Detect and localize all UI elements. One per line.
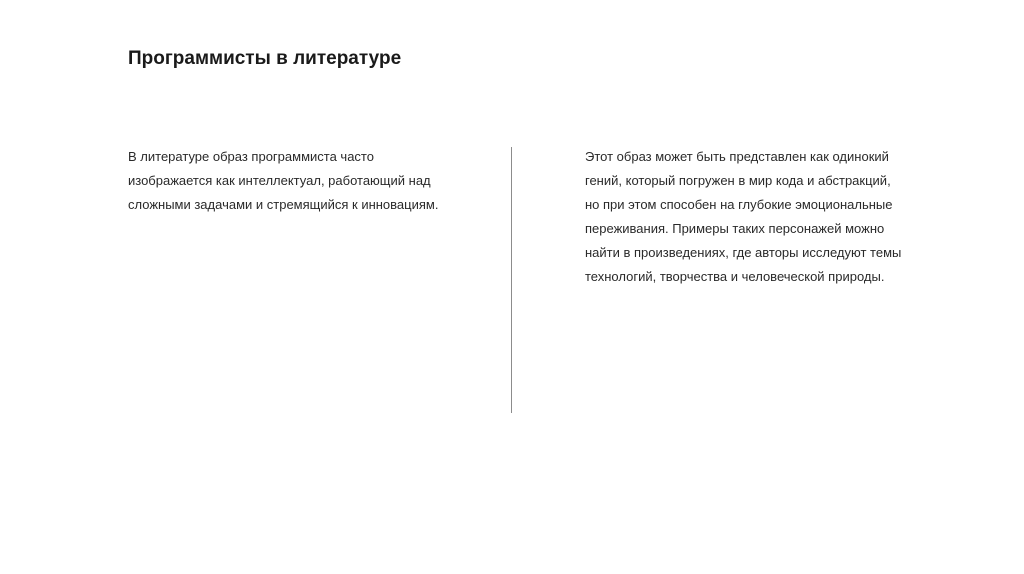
text-line: технологий, творчества и человеческой природы. — [585, 269, 885, 284]
text-line: найти в произведениях, где авторы исследуют темы — [585, 245, 902, 260]
text-line: сложными задачами и стремящийся к инновациям. — [128, 197, 439, 212]
text-line: изображается как интеллектуал, работающий над — [128, 173, 431, 188]
right-column-text — [585, 145, 945, 289]
text-line: В литературе образ программиста часто — [128, 149, 374, 164]
column-divider — [511, 147, 512, 413]
text-line: гений, который погружен в мир кода и абстракций, — [585, 173, 891, 188]
text-line: но при этом способен на глубокие эмоциональные — [585, 197, 893, 212]
text-line: Этот образ может быть представлен как одинокий — [585, 149, 889, 164]
text-line: переживания. Примеры таких персонажей можно — [585, 221, 885, 236]
slide-title: Программисты в литературе — [128, 48, 402, 69]
left-column-text — [128, 145, 488, 217]
